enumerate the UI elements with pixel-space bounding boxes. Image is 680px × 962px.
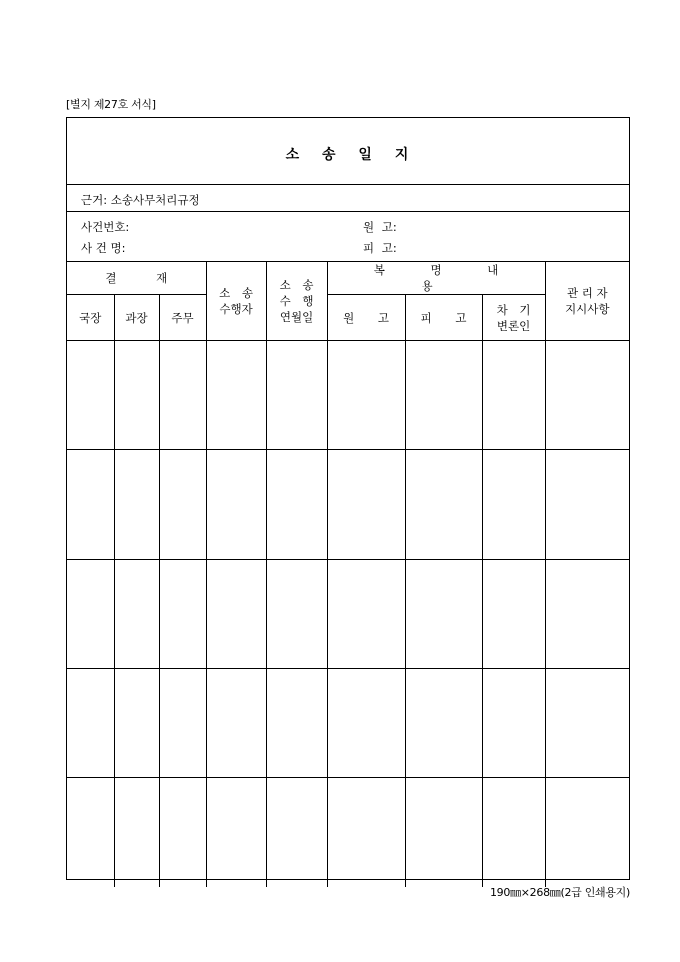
table-cell[interactable] <box>159 341 206 450</box>
defendant-header <box>405 295 482 341</box>
basis-section <box>67 185 629 212</box>
table-cell[interactable] <box>206 560 266 669</box>
table-cell[interactable] <box>482 341 545 450</box>
approval-header-text: 결 재 <box>105 271 186 285</box>
form-title: 소 송 일 지 <box>285 147 411 163</box>
next-counsel-line1: 차 기 <box>496 302 531 317</box>
director-header: 국장 <box>67 295 114 341</box>
table-cell[interactable] <box>67 778 114 887</box>
defendant-label: 피 고: <box>363 241 397 255</box>
case-info-section <box>67 212 629 262</box>
basis-text: 근거: 소송사무처리규정 <box>81 193 200 207</box>
plaintiff-header-text: 원 고 <box>343 310 389 325</box>
table-cell[interactable] <box>206 778 266 887</box>
table-cell[interactable] <box>67 341 114 450</box>
table-cell[interactable] <box>327 669 405 778</box>
table-cell[interactable] <box>327 778 405 887</box>
table-row <box>67 450 629 560</box>
table-cell[interactable] <box>67 669 114 778</box>
next-counsel-header <box>482 295 545 341</box>
case-name-label: 사 건 명: <box>81 241 126 255</box>
table-cell[interactable] <box>114 778 159 887</box>
table-cell[interactable] <box>327 560 405 669</box>
table-cell[interactable] <box>159 560 206 669</box>
table-cell[interactable] <box>266 560 327 669</box>
table-row <box>67 560 629 669</box>
table-cell[interactable] <box>327 341 405 450</box>
table-cell[interactable] <box>482 560 545 669</box>
table-cell[interactable] <box>67 450 114 560</box>
date-header <box>266 262 327 341</box>
performer-header <box>206 262 266 341</box>
table-cell[interactable] <box>545 669 629 778</box>
table-cell[interactable] <box>266 341 327 450</box>
table-cell[interactable] <box>405 778 482 887</box>
table-cell[interactable] <box>405 450 482 560</box>
table-cell[interactable] <box>159 669 206 778</box>
paper-size-note: 190㎜×268㎜(2급 인쇄용지) <box>489 886 630 899</box>
table-cell[interactable] <box>482 778 545 887</box>
table-cell[interactable] <box>266 669 327 778</box>
table-cell[interactable] <box>114 450 159 560</box>
plaintiff-header <box>327 295 405 341</box>
date-header-line3: 연월일 <box>279 310 314 324</box>
content-header-text: 복 명 내 용 <box>373 263 517 293</box>
litigation-log-form <box>66 117 630 880</box>
next-counsel-line2: 변론인 <box>496 318 531 333</box>
table-cell[interactable] <box>206 669 266 778</box>
table-cell[interactable] <box>545 778 629 887</box>
table-cell[interactable] <box>114 341 159 450</box>
title-section <box>67 118 629 185</box>
table-cell[interactable] <box>405 341 482 450</box>
header-row-bottom <box>67 295 629 341</box>
manager-header <box>545 262 629 341</box>
date-header-line1: 소 송 <box>279 278 314 292</box>
table-cell[interactable] <box>405 560 482 669</box>
defendant-header-text: 피 고 <box>420 310 467 325</box>
table-cell[interactable] <box>114 560 159 669</box>
table-cell[interactable] <box>206 450 266 560</box>
form-number-label: [별지 제27호 서식] <box>66 98 156 111</box>
table-cell[interactable] <box>114 669 159 778</box>
table-cell[interactable] <box>545 341 629 450</box>
performer-header-line1: 소 송 <box>219 286 253 300</box>
staff-header: 주무 <box>159 295 206 341</box>
approval-header <box>67 262 206 295</box>
table-row <box>67 341 629 450</box>
manager-header-line1: 관 리 자 <box>566 286 608 300</box>
table-row <box>67 669 629 778</box>
table-cell[interactable] <box>327 450 405 560</box>
table-cell[interactable] <box>545 450 629 560</box>
table-cell[interactable] <box>482 669 545 778</box>
table-cell[interactable] <box>159 450 206 560</box>
table-row <box>67 778 629 887</box>
table-cell[interactable] <box>159 778 206 887</box>
case-number-label: 사건번호: <box>81 220 130 234</box>
performer-header-line2: 수행자 <box>219 302 253 316</box>
manager-header-line2: 지시사항 <box>565 302 610 316</box>
table-cell[interactable] <box>266 778 327 887</box>
table-cell[interactable] <box>67 560 114 669</box>
table-cell[interactable] <box>206 341 266 450</box>
section-chief-header: 과장 <box>114 295 159 341</box>
date-header-line2: 수 행 <box>279 294 314 308</box>
table-cell[interactable] <box>266 450 327 560</box>
log-table <box>67 262 629 887</box>
plaintiff-label: 원 고: <box>363 220 397 234</box>
table-cell[interactable] <box>482 450 545 560</box>
content-header <box>327 262 545 295</box>
table-cell[interactable] <box>405 669 482 778</box>
header-row-top <box>67 262 629 295</box>
table-cell[interactable] <box>545 560 629 669</box>
